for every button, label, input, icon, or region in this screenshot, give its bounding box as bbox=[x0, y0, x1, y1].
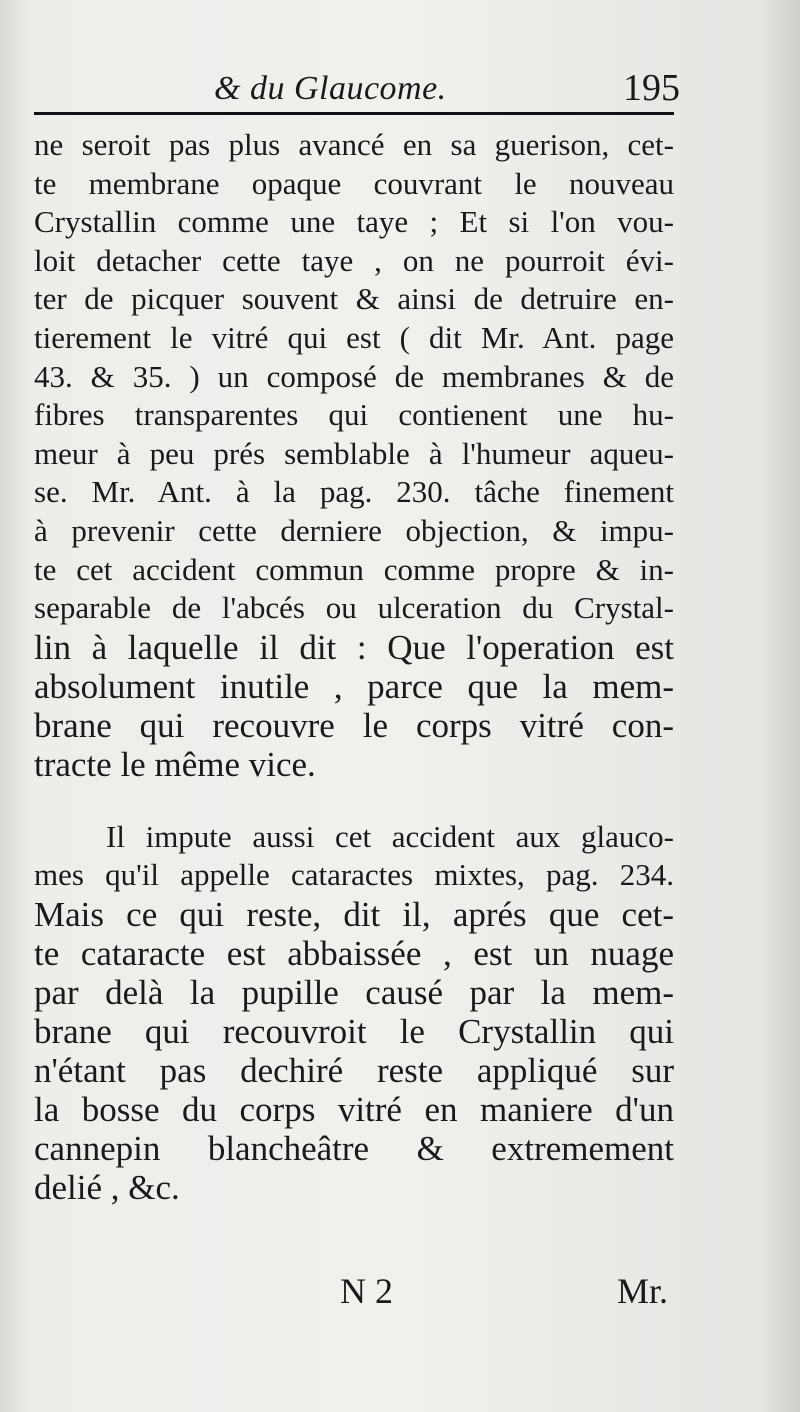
catchword: Mr. bbox=[616, 1271, 668, 1311]
text-line: loit detacher cette taye , on ne pourroit évi- bbox=[34, 242, 674, 278]
text-line: ter de picquer souvent & ainsi de detruire en- bbox=[34, 281, 674, 317]
text-line: lin à laquelle il dit : Que l'operation est bbox=[34, 627, 674, 667]
text-line: cannepin blancheâtre & extremement bbox=[34, 1128, 674, 1168]
paragraph-gap bbox=[34, 784, 674, 818]
text-line: mes qu'il appelle cataractes mixtes, pag. 234. bbox=[34, 857, 674, 893]
page-number: 195 bbox=[623, 67, 680, 109]
text-line: n'étant pas dechiré reste appliqué sur bbox=[34, 1050, 674, 1090]
text-line: se. Mr. Ant. à la pag. 230. tâche finement bbox=[34, 474, 674, 510]
text-line: brane qui recouvre le corps vitré con- bbox=[34, 705, 674, 745]
paragraph-2 bbox=[34, 818, 674, 1207]
text-line: Mais ce qui reste, dit il, aprés que cet- bbox=[34, 894, 674, 934]
text-line: tierement le vitré qui est ( dit Mr. Ant. page bbox=[34, 319, 674, 355]
body-text bbox=[34, 126, 674, 1207]
text-line: te cataracte est abbaissée , est un nuage bbox=[34, 933, 674, 973]
text-line: brane qui recouvroit le Crystallin qui bbox=[34, 1011, 674, 1051]
header-rule bbox=[34, 112, 674, 115]
text-line: delié , &c. bbox=[34, 1167, 180, 1207]
text-line: fibres transparentes qui contienent une hu- bbox=[34, 397, 674, 433]
text-line: à prevenir cette derniere objection, & impu- bbox=[34, 512, 674, 548]
text-line: separable de l'abcés ou ulceration du Crystal- bbox=[34, 590, 674, 626]
text-line: Crystallin comme une taye ; Et si l'on vou- bbox=[34, 204, 674, 240]
page-footer bbox=[34, 1270, 674, 1320]
text-line: la bosse du corps vitré en maniere d'un bbox=[34, 1089, 674, 1129]
running-title: & du Glaucome. bbox=[214, 70, 447, 107]
text-line: 43. & 35. ) un composé de membranes & de bbox=[34, 358, 674, 394]
page-header bbox=[34, 60, 680, 120]
text-line: te cet accident commun comme propre & in- bbox=[34, 551, 674, 587]
text-line: Il impute aussi cet accident aux glauco- bbox=[106, 818, 674, 854]
text-line: meur à peu prés semblable à l'humeur aqueu- bbox=[34, 435, 674, 471]
paragraph-1 bbox=[34, 126, 674, 784]
text-line: ne seroit pas plus avancé en sa guerison, cet- bbox=[34, 127, 674, 162]
text-line: tracte le même vice. bbox=[34, 744, 316, 784]
text-line: te membrane opaque couvrant le nouveau bbox=[34, 165, 674, 201]
text-line: par delà la pupille causé par la mem- bbox=[34, 972, 674, 1012]
text-line: absolument inutile , parce que la mem- bbox=[34, 666, 674, 706]
signature-mark: N 2 bbox=[340, 1271, 393, 1311]
